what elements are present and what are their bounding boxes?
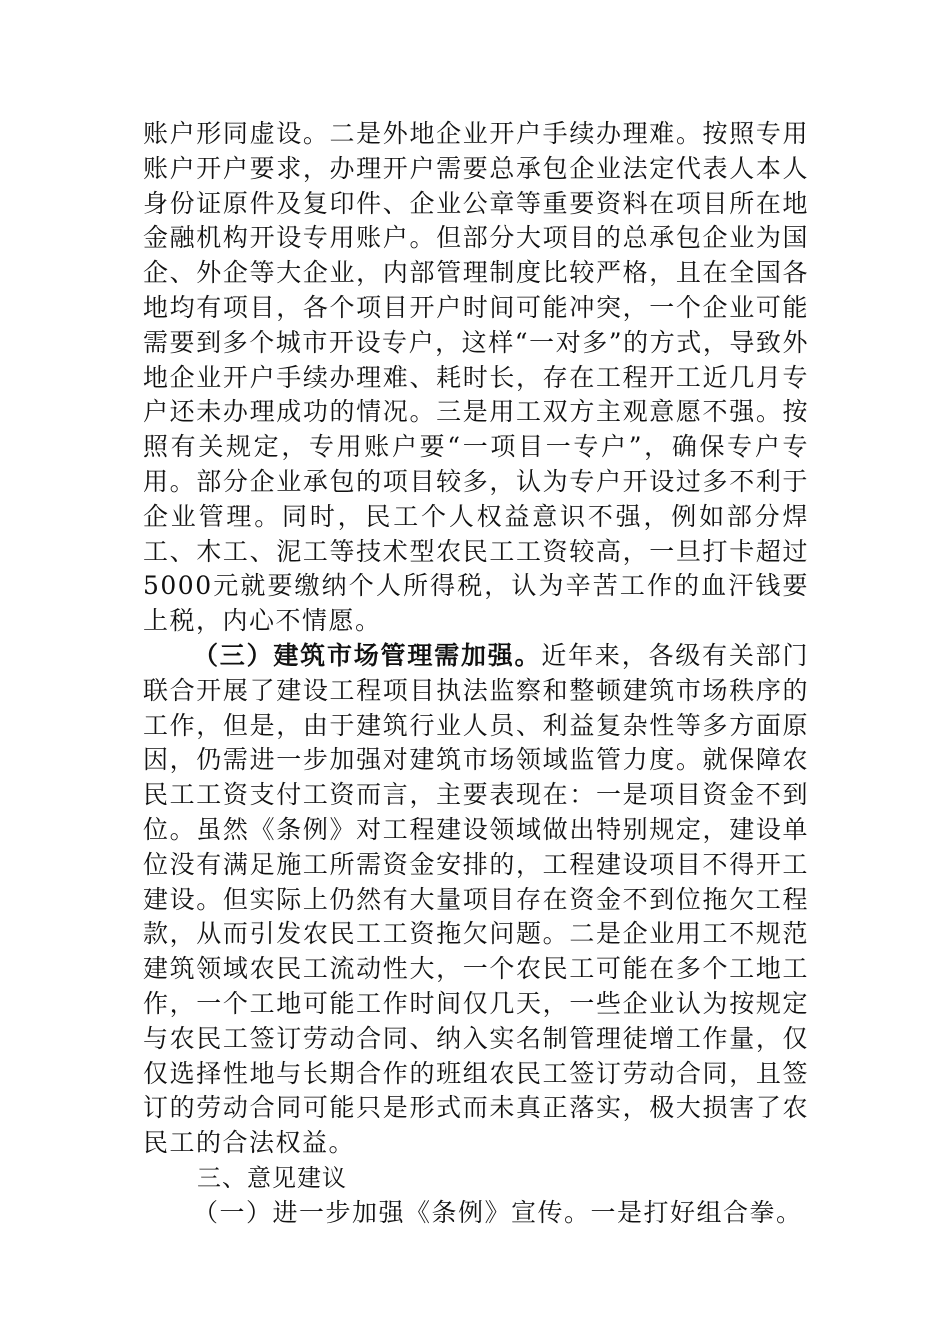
document-body xyxy=(143,117,809,1231)
paragraph-continued: 账户形同虚设。二是外地企业开户手续办理难。按照专用账户开户要求，办理开户需要总承包企业法定代表人本人身份证原件及复印件、企业公章等重要资料在项目所在地金融机构开设专用账户。但部分大项目的总承包企业为国企、外企等大企业，内部管理制度比较严格，且在全国各地均有项目，各个项目开户时间可能冲突，一个企业可能需要到多个城市开设专户，这样“一对多”的方式，导致外地企业开户手续办理难、耗时长，存在工程开工近几月专户还未办理成功的情况。三是用工双方主观意愿不强。按照有关规定，专用账户要“一项目一专户”，确保专户专用。部分企业承包的项目较多，认为专户开设过多不利于企业管理。同时，民工个人权益意识不强，例如部分焊工、木工、泥工等技术型农民工工资较高，一旦打卡超过5000元就要缴纳个人所得税，认为辛苦工作的血汗钱要上税，内心不情愿。 xyxy=(143,119,809,636)
section-heading: 三、意见建议 xyxy=(197,1163,347,1192)
paragraph-body: 近年来，各级有关部门联合开展了建设工程项目执法监察和整顿建筑市场秩序的工作，但是，由于建筑行业人员、利益复杂性等多方面原因，仍需进一步加强对建筑市场领域监管力度。就保障农民工工资支付工资而言，主要表现在：一是项目资金不到位。虽然《条例》对工程建设领域做出特别规定，建设单位没有满足施工所需资金安排的，工程建设项目不得开工建设。但实际上仍然有大量项目存在资金不到位拖欠工程款，从而引发农民工工资拖欠问题。二是企业用工不规范建筑领域农民工流动性大，一个农民工可能在多个工地工作，一个工地可能工作时间仅几天，一些企业认为按规定与农民工签订劳动合同、纳入实名制管理徒增工作量，仅仅选择性地与长期合作的班组农民工签订劳动合同，且签订的劳动合同可能只是形式而未真正落实，极大损害了农民工的合法权益。 xyxy=(143,640,809,1158)
paragraph-suggestion-1: （一）进一步加强《条例》宣传。一是打好组合拳。 xyxy=(193,1197,803,1227)
paragraph-building-market xyxy=(143,639,809,1161)
paragraph-lead-heading: （三）建筑市场管理需加强。 xyxy=(193,640,542,670)
